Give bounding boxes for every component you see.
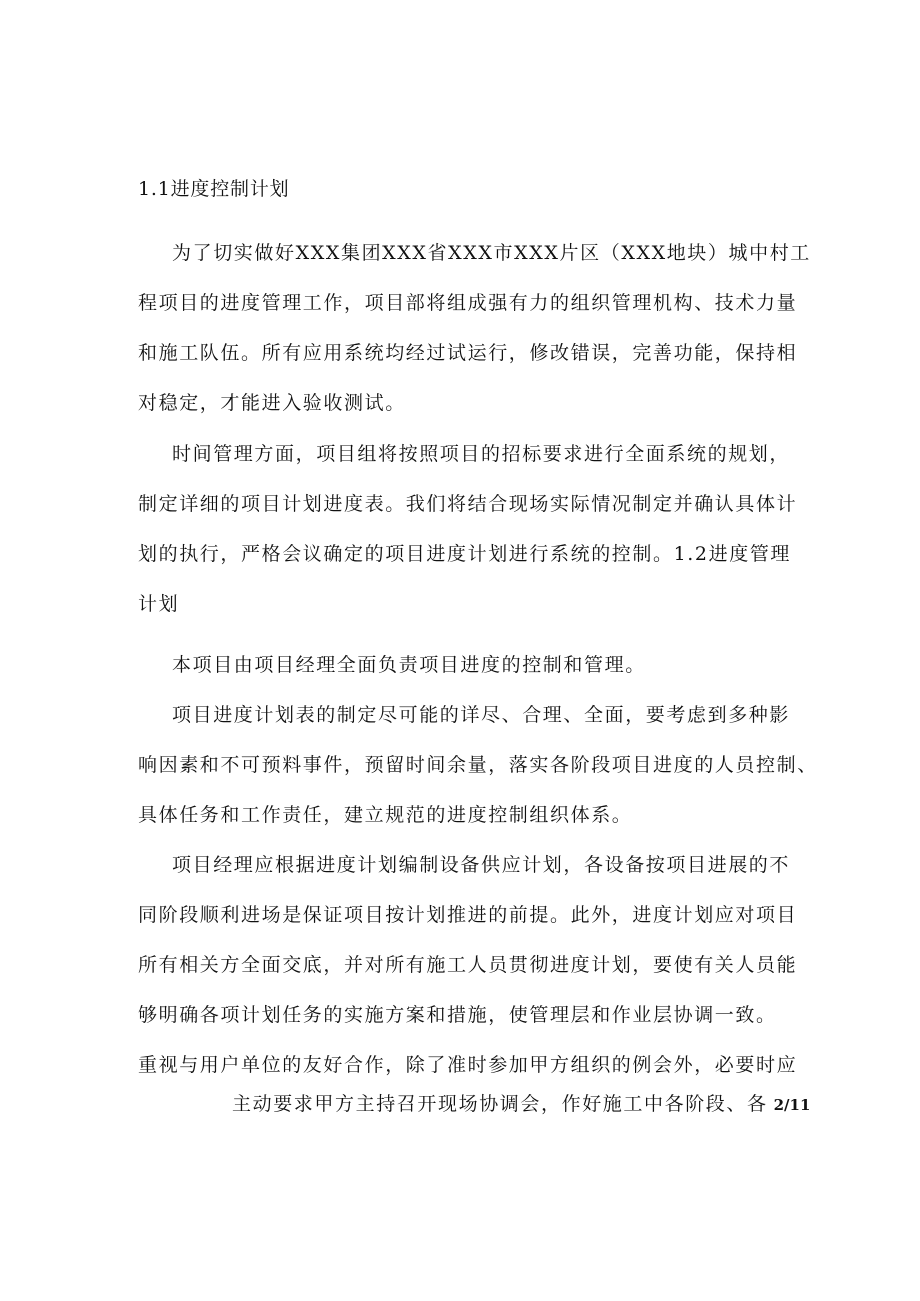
footer-line: 重视与用户单位的友好合作，除了准时参加甲方组织的例会外，必要时应 (138, 1054, 798, 1076)
page-number: 2/11 (773, 1096, 811, 1114)
paragraph-line: 够明确各项计划任务的实施方案和措施，使管理层和作业层协调一致。 (138, 1004, 777, 1026)
paragraph-line: 时间管理方面，项目组将按照项目的招标要求进行全面系统的规划， (172, 443, 791, 465)
paragraph-line: 具体任务和工作责任，建立规范的进度控制组织体系。 (138, 804, 633, 826)
paragraph-line: 响因素和不可预料事件，预留时间余量，落实各阶段项目进度的人员控制、 (138, 754, 818, 776)
paragraph-line: 项目进度计划表的制定尽可能的详尽、合理、全面，要考虑到多种影 (172, 704, 791, 726)
paragraph-line: 程项目的进度管理工作，项目部将组成强有力的组织管理机构、技术力量 (138, 292, 798, 314)
paragraph-line: 和施工队伍。所有应用系统均经过试运行，修改错误，完善功能，保持相 (138, 342, 798, 364)
paragraph-line: 所有相关方全面交底，并对所有施工人员贯彻进度计划，要使有关人员能 (138, 954, 798, 976)
paragraph-line: 制定详细的项目计划进度表。我们将结合现场实际情况制定并确认具体计 (138, 493, 798, 515)
paragraph-line: 对稳定，才能进入验收测试。 (138, 392, 406, 414)
footer-line-text: 主动要求甲方主持召开现场协调会，作好施工中各阶段、各 (232, 1093, 768, 1115)
section-heading-1-1: 1.1进度控制计划 (138, 178, 290, 200)
paragraph-line: 本项目由项目经理全面负责项目进度的控制和管理。 (172, 654, 646, 676)
paragraph-line: 划的执行，严格会议确定的项目进度计划进行系统的控制。1.2进度管理 (138, 543, 792, 565)
paragraph-line: 项目经理应根据进度计划编制设备供应计划，各设备按项目进展的不 (172, 854, 791, 876)
paragraph-line: 同阶段顺利进场是保证项目按计划推进的前提。此外，进度计划应对项目 (138, 904, 798, 926)
paragraph-line: 计划 (138, 593, 180, 615)
footer-line-continued (232, 1091, 810, 1118)
paragraph-line: 为了切实做好XXX集团XXX省XXX市XXX片区（XXX地块）城中村工 (172, 242, 811, 264)
